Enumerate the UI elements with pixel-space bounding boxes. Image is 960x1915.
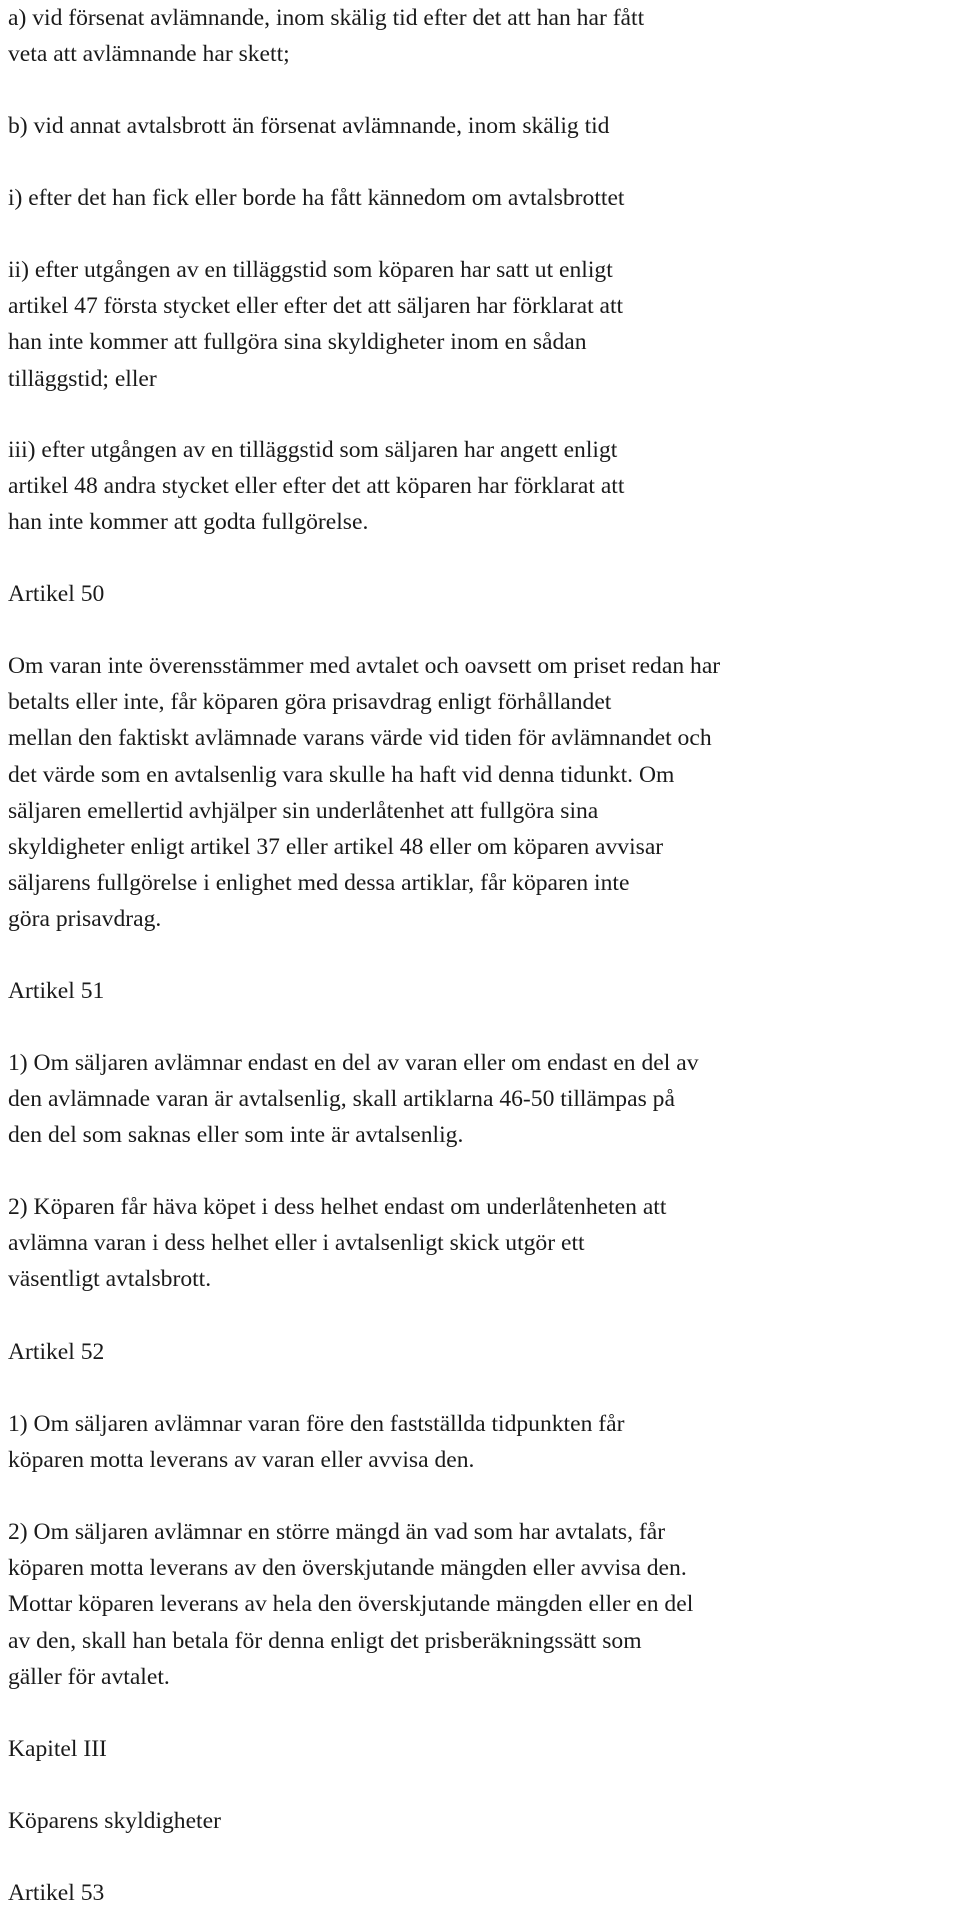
text-line: göra prisavdrag.	[8, 906, 162, 933]
paragraph-b-ii	[8, 252, 952, 397]
text-line: i) efter det han fick eller borde ha fått kännedom om avtalsbrottet	[8, 185, 625, 211]
document-page	[8, 0, 952, 1911]
text-line: betalts eller inte, får köparen göra prisavdrag enligt förhållandet	[8, 689, 612, 716]
text-line: mellan den faktiskt avlämnade varans värde vid tiden för avlämnandet och	[8, 725, 712, 752]
chapter-heading: Kapitel III	[8, 1736, 107, 1762]
text-line: Mottar köparen leverans av hela den överskjutande mängden eller en del	[8, 1591, 694, 1618]
text-line: b) vid annat avtalsbrott än försenat avlämnande, inom skälig tid	[8, 113, 610, 139]
paragraph-b-iii	[8, 432, 952, 541]
text-line: tilläggstid; eller	[8, 365, 157, 392]
text-line: han inte kommer att fullgöra sina skyldigheter inom en sådan	[8, 329, 587, 356]
text-line: gäller för avtalet.	[8, 1663, 170, 1690]
text-line: köparen motta leverans av den överskjutande mängden eller avvisa den.	[8, 1555, 687, 1582]
heading-artikel-53	[8, 1875, 952, 1911]
heading-artikel-51	[8, 973, 952, 1009]
text-line: av den, skall han betala för denna enligt det prisberäkningssätt som	[8, 1627, 642, 1654]
text-line: väsentligt avtalsbrott.	[8, 1266, 212, 1293]
paragraph-artikel-52-2	[8, 1514, 952, 1695]
text-line: skyldigheter enligt artikel 37 eller artikel 48 eller om köparen avvisar	[8, 834, 664, 861]
text-line: 1) Om säljaren avlämnar varan före den fastställda tidpunkten får	[8, 1411, 625, 1437]
heading-artikel-50	[8, 576, 952, 612]
text-line: 2) Om säljaren avlämnar en större mängd än vad som har avtalats, får	[8, 1519, 666, 1545]
paragraph-artikel-52-1	[8, 1406, 952, 1478]
paragraph-b	[8, 108, 952, 144]
text-line: det värde som en avtalsenlig vara skulle ha haft vid denna tidunkt. Om	[8, 761, 675, 788]
heading-artikel-52	[8, 1334, 952, 1370]
heading-kopares-skyldigheter	[8, 1803, 952, 1839]
text-line: han inte kommer att godta fullgörelse.	[8, 509, 369, 536]
text-line: iii) efter utgången av en tilläggstid som säljaren har angett enligt	[8, 437, 618, 463]
text-line: köparen motta leverans av varan eller avvisa den.	[8, 1447, 475, 1474]
text-line: veta att avlämnande har skett;	[8, 41, 290, 68]
heading-kapitel-iii	[8, 1731, 952, 1767]
text-line: Om varan inte överensstämmer med avtalet och oavsett om priset redan har	[8, 653, 721, 679]
paragraph-artikel-51-2	[8, 1189, 952, 1298]
paragraph-a	[8, 0, 952, 72]
text-line: 2) Köparen får häva köpet i dess helhet endast om underlåtenheten att	[8, 1194, 667, 1220]
paragraph-artikel-51-1	[8, 1045, 952, 1154]
section-heading: Artikel 51	[8, 978, 105, 1004]
text-line: säljaren emellertid avhjälper sin underlåtenhet att fullgöra sina	[8, 797, 599, 824]
text-line: avlämna varan i dess helhet eller i avtalsenligt skick utgör ett	[8, 1230, 585, 1257]
paragraph-artikel-50	[8, 648, 952, 938]
text-line: säljarens fullgörelse i enlighet med dessa artiklar, får köparen inte	[8, 870, 630, 897]
text-line: artikel 47 första stycket eller efter det att säljaren har förklarat att	[8, 293, 624, 320]
text-line: den del som saknas eller som inte är avtalsenlig.	[8, 1122, 464, 1149]
section-heading: Artikel 50	[8, 581, 105, 607]
paragraph-b-i	[8, 180, 952, 216]
text-line: 1) Om säljaren avlämnar endast en del av varan eller om endast en del av	[8, 1050, 699, 1076]
text-line: den avlämnade varan är avtalsenlig, skall artiklarna 46-50 tillämpas på	[8, 1086, 675, 1113]
text-line: a) vid försenat avlämnande, inom skälig tid efter det att han har fått	[8, 5, 645, 31]
section-heading: Artikel 53	[8, 1880, 105, 1906]
section-heading: Artikel 52	[8, 1339, 105, 1365]
chapter-subheading: Köparens skyldigheter	[8, 1808, 221, 1834]
text-line: artikel 48 andra stycket eller efter det att köparen har förklarat att	[8, 473, 625, 500]
text-line: ii) efter utgången av en tilläggstid som köparen har satt ut enligt	[8, 257, 613, 283]
